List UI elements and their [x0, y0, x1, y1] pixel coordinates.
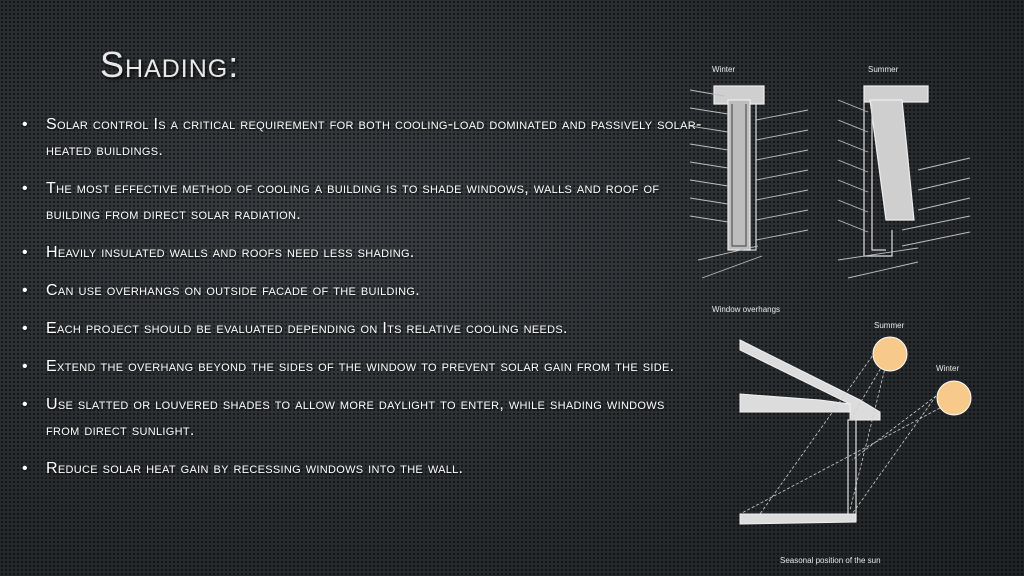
bullet-dot-icon: • — [22, 358, 28, 375]
bullet-item — [22, 240, 702, 266]
overhang-wall-section — [740, 340, 880, 524]
bullet-item — [22, 316, 702, 342]
sun-ray-lines — [740, 348, 940, 514]
bullet-text: Reduce solar heat gain by recessing windows into the wall. — [46, 460, 464, 477]
bullet-dot-icon: • — [22, 396, 28, 413]
winter-label: Winter — [712, 65, 736, 74]
winter-sun-icon — [937, 381, 971, 415]
bullet-item — [22, 112, 702, 164]
bullet-dot-icon: • — [22, 320, 28, 337]
bullet-dot-icon: • — [22, 460, 28, 477]
summer-sun-label: Summer — [874, 321, 905, 330]
summer-label: Summer — [868, 65, 899, 74]
bullet-item — [22, 354, 702, 380]
summer-wall-section — [864, 86, 928, 256]
bullet-list — [22, 112, 702, 494]
bullet-item — [22, 278, 702, 304]
bullet-text: Each project should be evaluated depending on Its relative cooling needs. — [46, 320, 568, 337]
bullet-text: Heavily insulated walls and roofs need less shading. — [46, 244, 415, 261]
bullet-dot-icon: • — [22, 180, 28, 197]
winter-sun-label: Winter — [936, 364, 960, 373]
bullet-item — [22, 456, 702, 482]
bullet-text: The most effective method of cooling a building is to shade windows, walls and roof of building from direct solar radiation. — [46, 180, 660, 223]
slide-title: Shading: — [100, 44, 240, 85]
bullet-item — [22, 176, 702, 228]
bullet-text: Can use overhangs on outside facade of the building. — [46, 282, 420, 299]
winter-wall-section — [714, 86, 764, 250]
seasonal-position-caption: Seasonal position of the sun — [780, 556, 881, 565]
bullet-dot-icon: • — [22, 116, 28, 133]
bullet-text: Solar control Is a critical requirement for both cooling-load dominated and passively solar-heated buildings. — [46, 116, 702, 159]
bullet-item — [22, 392, 702, 444]
bullet-text: Use slatted or louvered shades to allow more daylight to enter, while shading windows from direct sunlight. — [46, 396, 665, 439]
bullet-text: Extend the overhang beyond the sides of the window to prevent solar gain from the side. — [46, 358, 675, 375]
bullet-dot-icon: • — [22, 244, 28, 261]
seasonal-shading-diagram — [688, 60, 978, 290]
bullet-dot-icon: • — [22, 282, 28, 299]
window-overhang-label: Window overhangs — [712, 305, 781, 314]
overhang-sun-diagram — [700, 300, 1000, 576]
summer-sun-icon — [873, 337, 907, 371]
